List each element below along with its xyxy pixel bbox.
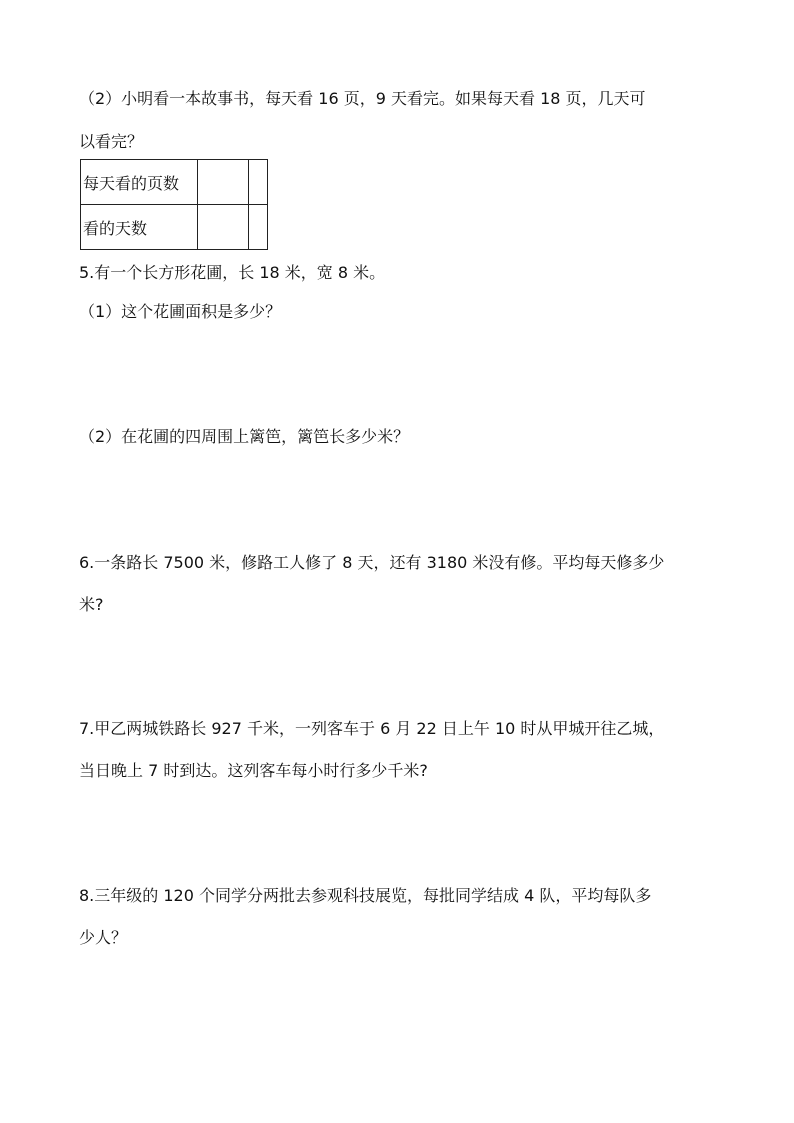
question-4-2-line-2: 以看完？ bbox=[79, 132, 144, 151]
blank-cell[interactable] bbox=[198, 205, 249, 250]
question-5-sub-2: （2）在花圃的四周围上篱笆，篱笆长多少米？ bbox=[79, 427, 410, 446]
table-row-label: 看的天数 bbox=[81, 205, 198, 250]
question-4-2-line-1: （2）小明看一本故事书，每天看 16 页，9 天看完。如果每天看 18 页，几天可 bbox=[79, 89, 646, 108]
question-6-line-2: 米? bbox=[79, 595, 104, 614]
question-5-stem: 5.有一个长方形花圃，长 18 米，宽 8 米。 bbox=[79, 263, 386, 282]
question-8-line-1: 8.三年级的 120 个同学分两批去参观科技展览，每批同学结成 4 队，平均每队多 bbox=[79, 886, 652, 905]
blank-cell[interactable] bbox=[249, 205, 268, 250]
question-5-sub-1: （1）这个花圃面积是多少？ bbox=[79, 302, 282, 321]
question-7-line-2: 当日晚上 7 时到达。这列客车每小时行多少千米? bbox=[79, 761, 428, 780]
table-row bbox=[81, 205, 268, 250]
question-7-line-1: 7.甲乙两城铁路长 927 千米，一列客车于 6 月 22 日上午 10 时从甲城开往乙城， bbox=[79, 719, 665, 738]
blank-cell[interactable] bbox=[198, 160, 249, 205]
blank-cell[interactable] bbox=[249, 160, 268, 205]
question-6-line-1: 6.一条路长 7500 米，修路工人修了 8 天，还有 3180 米没有修。平均每天修多少 bbox=[79, 553, 665, 572]
table-row-label: 每天看的页数 bbox=[81, 160, 198, 205]
question-8-line-2: 少人？ bbox=[79, 928, 128, 947]
table-row bbox=[81, 160, 268, 205]
answer-table bbox=[80, 159, 268, 250]
